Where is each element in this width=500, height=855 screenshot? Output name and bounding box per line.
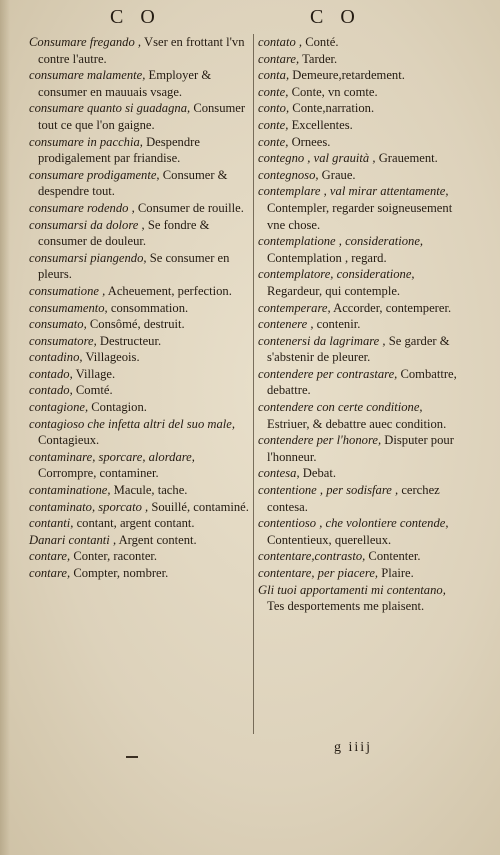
entry-term: contare, (29, 549, 71, 564)
entry-term: contesa, (258, 466, 300, 481)
entry-term: contagioso che infetta altri del suo male, (29, 416, 236, 431)
entry-term: contagione, (29, 400, 89, 415)
entry-definition: contenir. (316, 317, 361, 332)
dictionary-entry (29, 217, 251, 250)
entry-term: conte, (258, 84, 289, 99)
entry-term: conte, (258, 117, 289, 132)
entry-definition: Grauement. (378, 151, 438, 166)
dictionary-entry (29, 67, 251, 100)
entry-definition: Consumer & despendre tout. (38, 167, 228, 199)
dictionary-entry (29, 200, 251, 217)
dictionary-entry (258, 150, 463, 167)
dictionary-entry (258, 565, 463, 582)
entry-definition: Contempler, regarder soigneusement vne chose. (267, 200, 453, 232)
dictionary-entry (258, 316, 463, 333)
entry-definition: Regardeur, qui contemple. (267, 283, 401, 298)
entry-term: Consumare fregando , (29, 35, 142, 49)
entry-term: contegnoso, (258, 167, 319, 182)
entry-definition: Corrompre, contaminer. (38, 466, 159, 481)
dictionary-entry (29, 515, 251, 532)
dictionary-entry (29, 482, 251, 499)
dictionary-entry (258, 399, 463, 432)
entry-term: contendere con certe conditione, (258, 400, 423, 415)
entry-term: contanti, (29, 516, 74, 531)
entry-definition: Estriuer, & debattre auec condition. (267, 416, 447, 431)
entry-term: contentioso , che volontiere contende, (258, 516, 449, 531)
entry-definition: Acheuement, perfection. (107, 283, 232, 298)
dictionary-entry (29, 100, 251, 133)
entry-definition: Accorder, contemperer. (333, 300, 452, 315)
entry-term: contaminatione, (29, 483, 111, 498)
entry-term: consumare rodendo , (29, 200, 135, 215)
entry-definition: Plaire. (381, 566, 414, 580)
entry-term: contadino, (29, 350, 83, 365)
dictionary-entry (258, 515, 463, 548)
entry-definition: Se garder & s'abstenir de pleurer. (267, 333, 450, 365)
entry-definition: Demeure,retardement. (292, 68, 405, 83)
dictionary-entry (258, 482, 463, 515)
dictionary-entry (258, 233, 463, 266)
dictionary-entry (29, 316, 251, 333)
entry-term: Gli tuoi apportamenti mi contentano, (258, 582, 446, 597)
entry-term: contentare, per piacere, (258, 566, 379, 580)
dictionary-entry (29, 399, 251, 416)
dictionary-entry (29, 548, 251, 565)
entry-term: contare, (29, 566, 71, 580)
entry-definition: Disputer pour l'honneur. (267, 433, 454, 464)
dictionary-entry (29, 250, 251, 283)
entry-definition: Combattre, debattre. (267, 366, 457, 398)
dictionary-entry (258, 266, 463, 299)
entry-term: conto, (258, 101, 290, 116)
dictionary-entry (258, 51, 463, 68)
entry-term: consumare quanto si guadagna, (29, 101, 191, 116)
entry-definition: Village. (75, 366, 116, 381)
dictionary-entry (258, 366, 463, 399)
entry-definition: Contagion. (91, 400, 147, 415)
entry-definition: Conté. (305, 35, 339, 49)
entry-definition: Tes desportements me plaisent. (267, 599, 425, 614)
entry-term: consumamento, (29, 300, 108, 315)
entry-term: consumare malamente, (29, 68, 146, 83)
entry-term: consumato, (29, 317, 87, 332)
entry-term: contegno , val grauità , (258, 151, 376, 166)
entry-definition: consommation. (110, 300, 189, 315)
entry-term: conta, (258, 68, 290, 83)
entry-term: contado, (29, 366, 73, 381)
dictionary-entry (29, 283, 251, 300)
dictionary-entry (29, 449, 251, 482)
dictionary-entry (258, 100, 463, 117)
page-edge-shadow (0, 0, 10, 855)
running-head-left: C O (110, 6, 161, 28)
entry-term: Danari contanti , (29, 532, 117, 547)
dictionary-entry (258, 167, 463, 184)
entry-term: contaminare, sporcare, alordare, (29, 449, 195, 464)
signature-mark: g iiij (334, 740, 373, 755)
entry-term: contemperare, (258, 300, 331, 315)
entry-definition: Consômé, destruit. (89, 317, 185, 332)
dictionary-entry (258, 34, 463, 51)
entry-definition: Ornees. (291, 134, 331, 149)
entry-definition: Villageois. (85, 350, 140, 365)
running-head-right: C O (310, 6, 361, 28)
right-column (258, 34, 463, 615)
entry-term: contentione , per sodisfare , (258, 483, 399, 498)
dictionary-entry (258, 432, 463, 465)
entry-term: contendere per l'honore, (258, 433, 382, 448)
dictionary-entry (29, 499, 251, 516)
entry-term: contenere , (258, 317, 314, 332)
entry-term: consumarsi piangendo, (29, 250, 147, 265)
entry-term: contato , (258, 35, 303, 49)
dictionary-entry (258, 134, 463, 151)
entry-definition: Graue. (321, 167, 356, 182)
entry-term: contaminato, sporcato , (29, 499, 149, 514)
dictionary-entry (258, 300, 463, 317)
entry-term: contemplatione , consideratione, (258, 234, 424, 249)
entry-definition: Compter, nombrer. (73, 566, 169, 580)
entry-definition: Macule, tache. (113, 483, 188, 498)
entry-term: contare, (258, 51, 300, 66)
entry-definition: Conte, vn comte. (291, 84, 378, 99)
dictionary-entry (29, 565, 251, 582)
entry-term: contemplare , val mirar attentamente, (258, 184, 449, 199)
column-divider (253, 34, 254, 734)
dictionary-entry (29, 382, 251, 399)
entry-definition: Consumer tout ce que l'on gaigne. (38, 101, 246, 132)
dictionary-entry (258, 582, 463, 615)
entry-definition: Argent content. (118, 532, 197, 547)
dictionary-entry (29, 134, 251, 167)
entry-term: contenersi da lagrimare , (258, 333, 386, 348)
entry-definition: Contemplation , regard. (267, 250, 387, 265)
entry-term: consumarsi da dolore , (29, 217, 145, 232)
entry-definition: Se consumer en pleurs. (38, 250, 230, 282)
dictionary-entry (29, 349, 251, 366)
dictionary-entry (29, 300, 251, 317)
entry-definition: Souillé, contaminé. (151, 499, 249, 514)
dictionary-entry (258, 117, 463, 134)
entry-definition: Contagieux. (38, 433, 100, 448)
entry-definition: Tarder. (302, 51, 338, 66)
entry-definition: Debat. (302, 466, 336, 481)
dictionary-entry (258, 84, 463, 101)
entry-definition: Destructeur. (99, 333, 162, 348)
entry-definition: cerchez contesa. (267, 483, 440, 514)
dictionary-entry (29, 366, 251, 383)
entry-definition: Se fondre & consumer de douleur. (38, 217, 210, 249)
entry-definition: contant, argent contant. (76, 516, 195, 531)
entry-definition: Despendre prodigalement par friandise. (38, 134, 200, 166)
dictionary-entry (258, 548, 463, 565)
entry-term: contado, (29, 383, 73, 398)
catchword-dash (126, 756, 138, 758)
entry-definition: Vser en frottant l'vn contre l'autre. (38, 35, 245, 66)
entry-term: contentare,contrasto, (258, 549, 366, 564)
entry-definition: Comté. (75, 383, 113, 398)
entry-term: consumare prodigamente, (29, 167, 160, 182)
dictionary-entry (29, 167, 251, 200)
dictionary-entry (29, 333, 251, 350)
entry-term: conte, (258, 134, 289, 149)
dictionary-entry (258, 67, 463, 84)
entry-definition: Contenter. (368, 549, 421, 564)
dictionary-entry (258, 465, 463, 482)
entry-definition: Contentieux, querelleux. (267, 532, 392, 547)
entry-term: contemplatore, consideratione, (258, 267, 415, 282)
dictionary-entry (29, 532, 251, 549)
entry-term: contendere per contrastare, (258, 366, 398, 381)
dictionary-entry (258, 333, 463, 366)
entry-definition: Conte,narration. (292, 101, 375, 116)
entry-definition: Conter, raconter. (73, 549, 158, 564)
entry-term: consumatore, (29, 333, 97, 348)
dictionary-entry (29, 34, 251, 67)
entry-definition: Employer & consumer en mauuais vsage. (38, 68, 212, 99)
dictionary-entry (258, 183, 463, 233)
dictionary-entry (29, 416, 251, 449)
entry-term: consumare in pacchia, (29, 134, 143, 149)
left-column (29, 34, 251, 582)
entry-term: consumatione , (29, 283, 106, 298)
entry-definition: Excellentes. (291, 117, 353, 132)
entry-definition: Consumer de rouille. (137, 200, 244, 215)
